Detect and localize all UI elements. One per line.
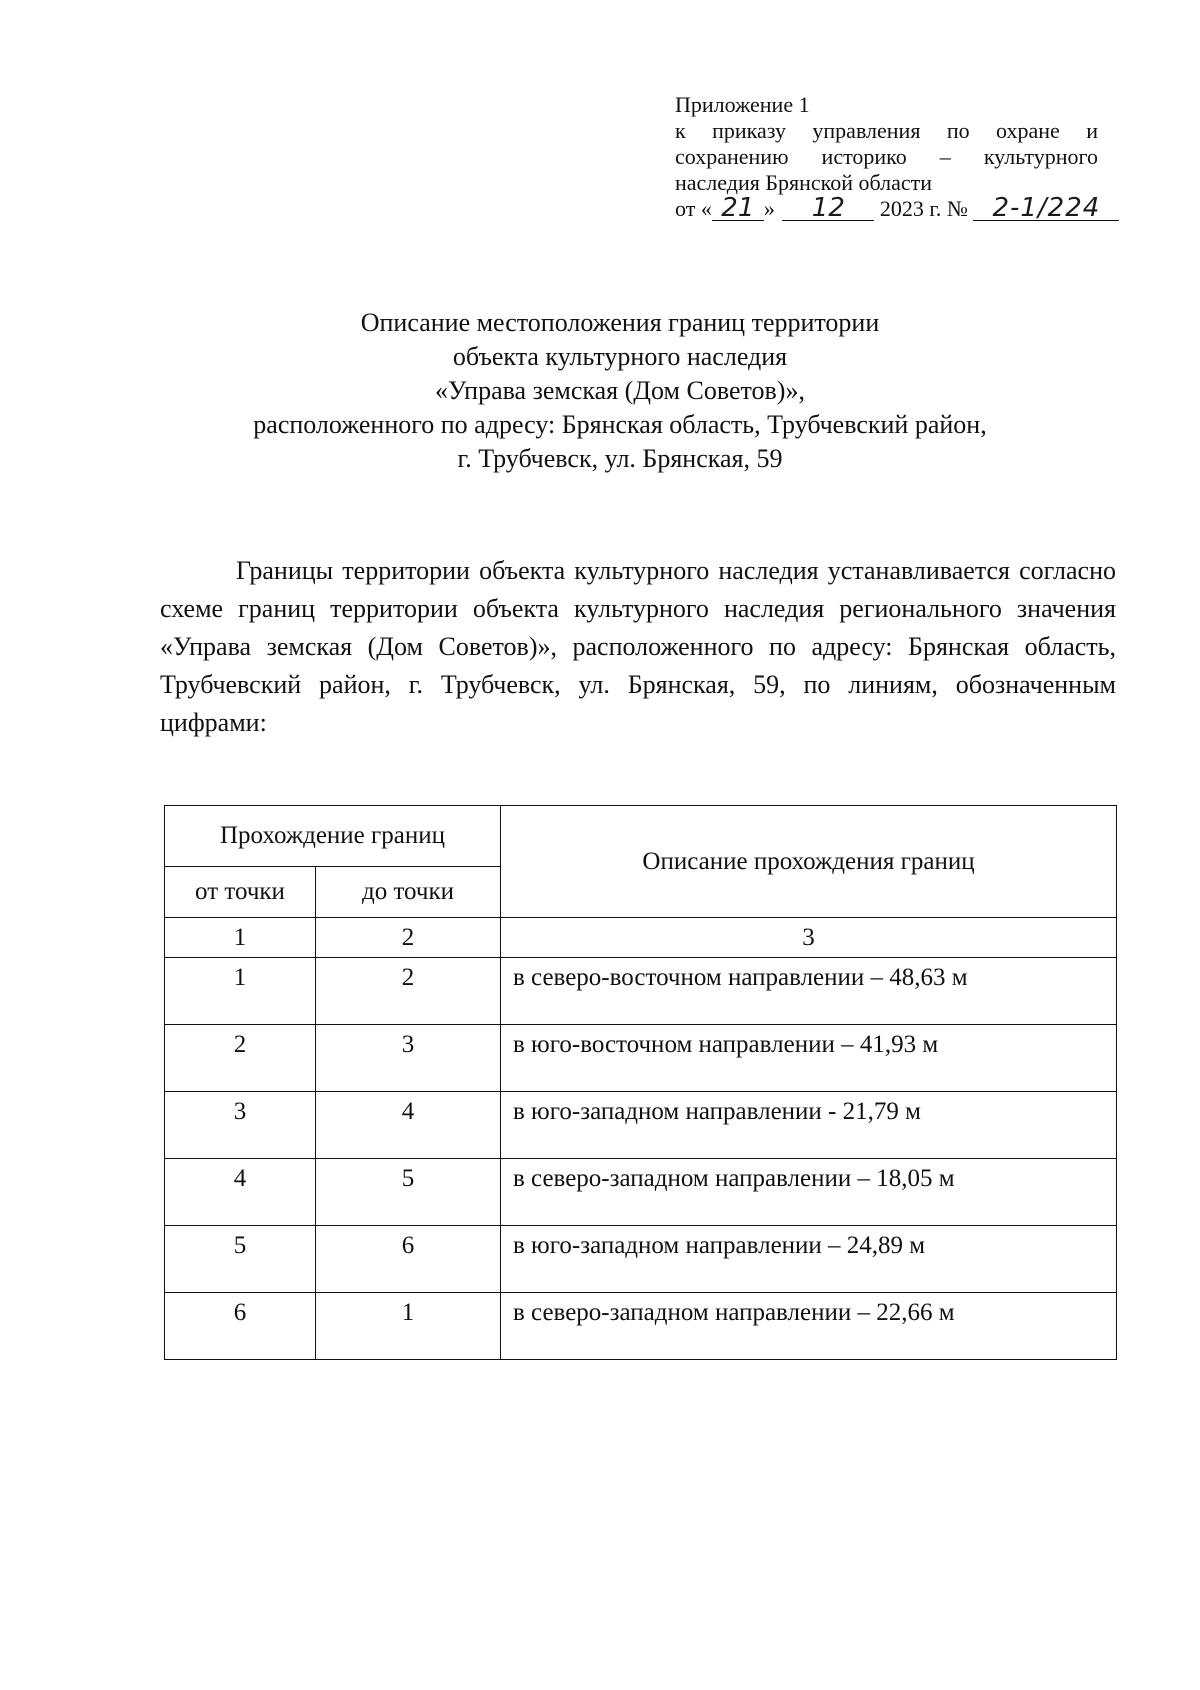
header-boundary-passage: Прохождение границ xyxy=(165,806,501,867)
table-row xyxy=(165,1293,1117,1360)
appendix-heritage-line: сохранению историко – культурного xyxy=(675,144,1098,169)
header-description: Описание прохождения границ xyxy=(501,806,1117,918)
column-number-row xyxy=(165,918,1117,958)
from-point-cell: 2 xyxy=(165,1025,316,1092)
table-row xyxy=(165,958,1117,1025)
date-mid: » xyxy=(763,196,775,221)
from-point-cell: 3 xyxy=(165,1092,316,1159)
table-row xyxy=(165,1025,1117,1092)
intro-paragraph xyxy=(160,552,1116,742)
from-point-cell: 6 xyxy=(165,1293,316,1360)
document-title xyxy=(120,306,1120,476)
title-line: объекта культурного наследия xyxy=(452,342,788,371)
appendix-order-line: к приказу управления по охране и xyxy=(675,118,1098,143)
column-number: 2 xyxy=(316,918,501,958)
from-point-cell: 1 xyxy=(165,958,316,1025)
description-cell: в северо-западном направлении – 18,05 м xyxy=(501,1159,1117,1226)
description-cell: в юго-восточном направлении – 41,93 м xyxy=(501,1025,1117,1092)
header-to-point: до точки xyxy=(316,867,501,918)
handwritten-day: 21 xyxy=(712,196,764,221)
description-cell: в северо-западном направлении – 22,66 м xyxy=(501,1293,1117,1360)
to-point-cell: 5 xyxy=(316,1159,501,1226)
description-cell: в северо-восточном направлении – 48,63 м xyxy=(501,958,1117,1025)
to-point-cell: 2 xyxy=(316,958,501,1025)
column-number: 1 xyxy=(165,918,316,958)
handwritten-month: 12 xyxy=(782,196,874,221)
to-point-cell: 1 xyxy=(316,1293,501,1360)
table-row xyxy=(165,1092,1117,1159)
column-number: 3 xyxy=(501,918,1117,958)
handwritten-order-number: 2-1/224 xyxy=(973,196,1119,221)
description-cell: в юго-западном направлении - 21,79 м xyxy=(501,1092,1117,1159)
description-cell: в юго-западном направлении – 24,89 м xyxy=(501,1226,1117,1293)
date-year: 2023 г. № xyxy=(879,196,968,221)
from-point-cell: 5 xyxy=(165,1226,316,1293)
to-point-cell: 3 xyxy=(316,1025,501,1092)
date-prefix: от « xyxy=(675,196,712,221)
appendix-date-line xyxy=(675,193,1101,223)
intro-text: Границы территории объекта культурного наследия устанавливается согласно схеме границ территории объекта культурного наследия регионального значения «Управа земская (Дом Советов)», расположенного по адресу: Брянская область, Трубчевский район, г. Трубчевск, ул. Брянская, 59, по линиям, обозначенным цифрами: xyxy=(160,556,1116,737)
from-point-cell: 4 xyxy=(165,1159,316,1226)
to-point-cell: 4 xyxy=(316,1092,501,1159)
header-from-point: от точки xyxy=(165,867,316,918)
title-line: расположенного по адресу: Брянская область, Трубчевский район, xyxy=(253,410,987,439)
title-line: г. Трубчевск, ул. Брянская, 59 xyxy=(457,444,783,473)
table-row xyxy=(165,1226,1117,1293)
table-row xyxy=(165,1159,1117,1226)
boundaries-table xyxy=(164,805,1117,1360)
to-point-cell: 6 xyxy=(316,1226,501,1293)
appendix-title: Приложение 1 xyxy=(675,92,810,117)
title-line: Описание местоположения границ территории xyxy=(360,308,880,337)
appendix-region-line: наследия Брянской области xyxy=(675,170,933,195)
appendix-block xyxy=(675,92,1101,223)
title-line: «Управа земская (Дом Советов)», xyxy=(435,376,805,405)
